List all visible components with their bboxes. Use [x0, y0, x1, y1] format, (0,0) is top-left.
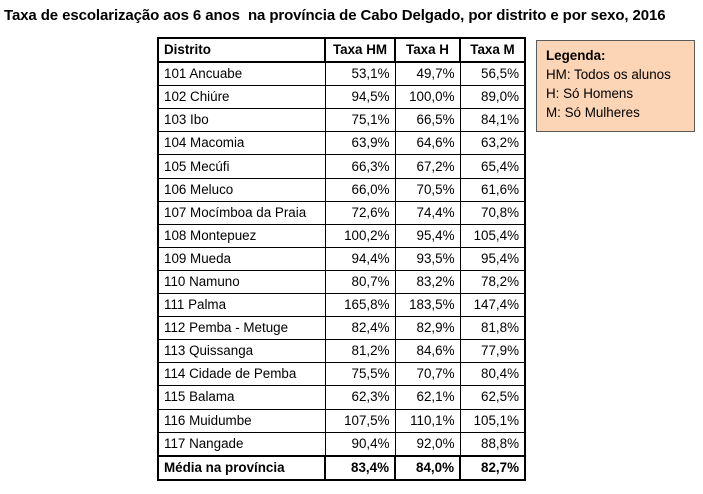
average-label: Média na província	[158, 456, 325, 480]
rate-h: 49,7%	[395, 62, 460, 86]
table-row	[158, 178, 525, 201]
rate-m: 61,6%	[460, 178, 525, 201]
district-name: 113 Quissanga	[158, 340, 325, 363]
rate-h: 183,5%	[395, 294, 460, 317]
average-rate-h: 84,0%	[395, 456, 460, 480]
district-name: 109 Mueda	[158, 247, 325, 270]
rate-hm: 66,3%	[325, 155, 395, 178]
legend-item-hm: HM: Todos os alunos	[546, 67, 671, 82]
rate-m: 77,9%	[460, 340, 525, 363]
district-name: 116 Muidumbe	[158, 409, 325, 432]
district-name: 111 Palma	[158, 294, 325, 317]
rate-hm: 165,8%	[325, 294, 395, 317]
district-name: 115 Balama	[158, 386, 325, 409]
table-row	[158, 386, 525, 409]
table-row	[158, 363, 525, 386]
rate-h: 67,2%	[395, 155, 460, 178]
rate-m: 147,4%	[460, 294, 525, 317]
legend-item-m: M: Só Mulheres	[546, 105, 640, 120]
rate-hm: 82,4%	[325, 317, 395, 340]
district-name: 103 Ibo	[158, 109, 325, 132]
rate-m: 80,4%	[460, 363, 525, 386]
table-row	[158, 270, 525, 293]
rate-h: 66,5%	[395, 109, 460, 132]
rate-hm: 53,1%	[325, 62, 395, 86]
rate-m: 105,4%	[460, 224, 525, 247]
table-row	[158, 224, 525, 247]
district-name: 105 Mecúfi	[158, 155, 325, 178]
rate-hm: 62,3%	[325, 386, 395, 409]
district-name: 108 Montepuez	[158, 224, 325, 247]
rate-hm: 75,5%	[325, 363, 395, 386]
rate-m: 70,8%	[460, 201, 525, 224]
average-rate-m: 82,7%	[460, 456, 525, 480]
legend-title: Legenda:	[546, 48, 606, 63]
rate-hm: 75,1%	[325, 109, 395, 132]
table-header-row	[158, 38, 525, 62]
rate-h: 83,2%	[395, 270, 460, 293]
table-row	[158, 317, 525, 340]
district-name: 106 Meluco	[158, 178, 325, 201]
rate-hm: 63,9%	[325, 132, 395, 155]
rate-h: 82,9%	[395, 317, 460, 340]
rate-h: 95,4%	[395, 224, 460, 247]
page-title: Taxa de escolarização aos 6 anos na província de Cabo Delgado, por distrito e por sexo, 2016	[4, 7, 666, 24]
district-name: 102 Chiúre	[158, 86, 325, 109]
table-row	[158, 432, 525, 456]
district-name: 112 Pemba - Metuge	[158, 317, 325, 340]
column-header-rate-m: Taxa M	[460, 38, 525, 62]
column-header-rate-h: Taxa H	[395, 38, 460, 62]
rate-h: 70,5%	[395, 178, 460, 201]
rate-m: 63,2%	[460, 132, 525, 155]
table-row	[158, 86, 525, 109]
rate-m: 81,8%	[460, 317, 525, 340]
rate-h: 110,1%	[395, 409, 460, 432]
average-rate-hm: 83,4%	[325, 456, 395, 480]
legend-box	[536, 40, 695, 132]
table-row	[158, 132, 525, 155]
district-name: 110 Namuno	[158, 270, 325, 293]
district-name: 104 Macomia	[158, 132, 325, 155]
rate-m: 105,1%	[460, 409, 525, 432]
rate-m: 62,5%	[460, 386, 525, 409]
table-row	[158, 109, 525, 132]
rate-hm: 90,4%	[325, 432, 395, 456]
column-header-district: Distrito	[158, 38, 325, 62]
column-header-rate-hm: Taxa HM	[325, 38, 395, 62]
table-row	[158, 247, 525, 270]
district-name: 107 Mocímboa da Praia	[158, 201, 325, 224]
rate-m: 89,0%	[460, 86, 525, 109]
table-row	[158, 294, 525, 317]
rate-hm: 107,5%	[325, 409, 395, 432]
table-row	[158, 201, 525, 224]
rate-h: 84,6%	[395, 340, 460, 363]
rate-h: 100,0%	[395, 86, 460, 109]
rate-m: 88,8%	[460, 432, 525, 456]
rate-hm: 80,7%	[325, 270, 395, 293]
table-row	[158, 62, 525, 86]
rate-m: 84,1%	[460, 109, 525, 132]
rate-m: 56,5%	[460, 62, 525, 86]
table-row	[158, 340, 525, 363]
district-name: 117 Nangade	[158, 432, 325, 456]
rate-hm: 94,4%	[325, 247, 395, 270]
rate-m: 78,2%	[460, 270, 525, 293]
rate-hm: 94,5%	[325, 86, 395, 109]
rate-m: 65,4%	[460, 155, 525, 178]
rate-hm: 66,0%	[325, 178, 395, 201]
district-name: 114 Cidade de Pemba	[158, 363, 325, 386]
rate-m: 95,4%	[460, 247, 525, 270]
rate-h: 74,4%	[395, 201, 460, 224]
table-row	[158, 409, 525, 432]
rate-h: 92,0%	[395, 432, 460, 456]
rate-hm: 100,2%	[325, 224, 395, 247]
legend-item-h: H: Só Homens	[546, 86, 634, 101]
schooling-rate-table	[157, 37, 526, 481]
rate-hm: 72,6%	[325, 201, 395, 224]
rate-h: 70,7%	[395, 363, 460, 386]
district-name: 101 Ancuabe	[158, 62, 325, 86]
rate-hm: 81,2%	[325, 340, 395, 363]
table-row	[158, 155, 525, 178]
rate-h: 64,6%	[395, 132, 460, 155]
rate-h: 93,5%	[395, 247, 460, 270]
rate-h: 62,1%	[395, 386, 460, 409]
table-average-row	[158, 456, 525, 480]
